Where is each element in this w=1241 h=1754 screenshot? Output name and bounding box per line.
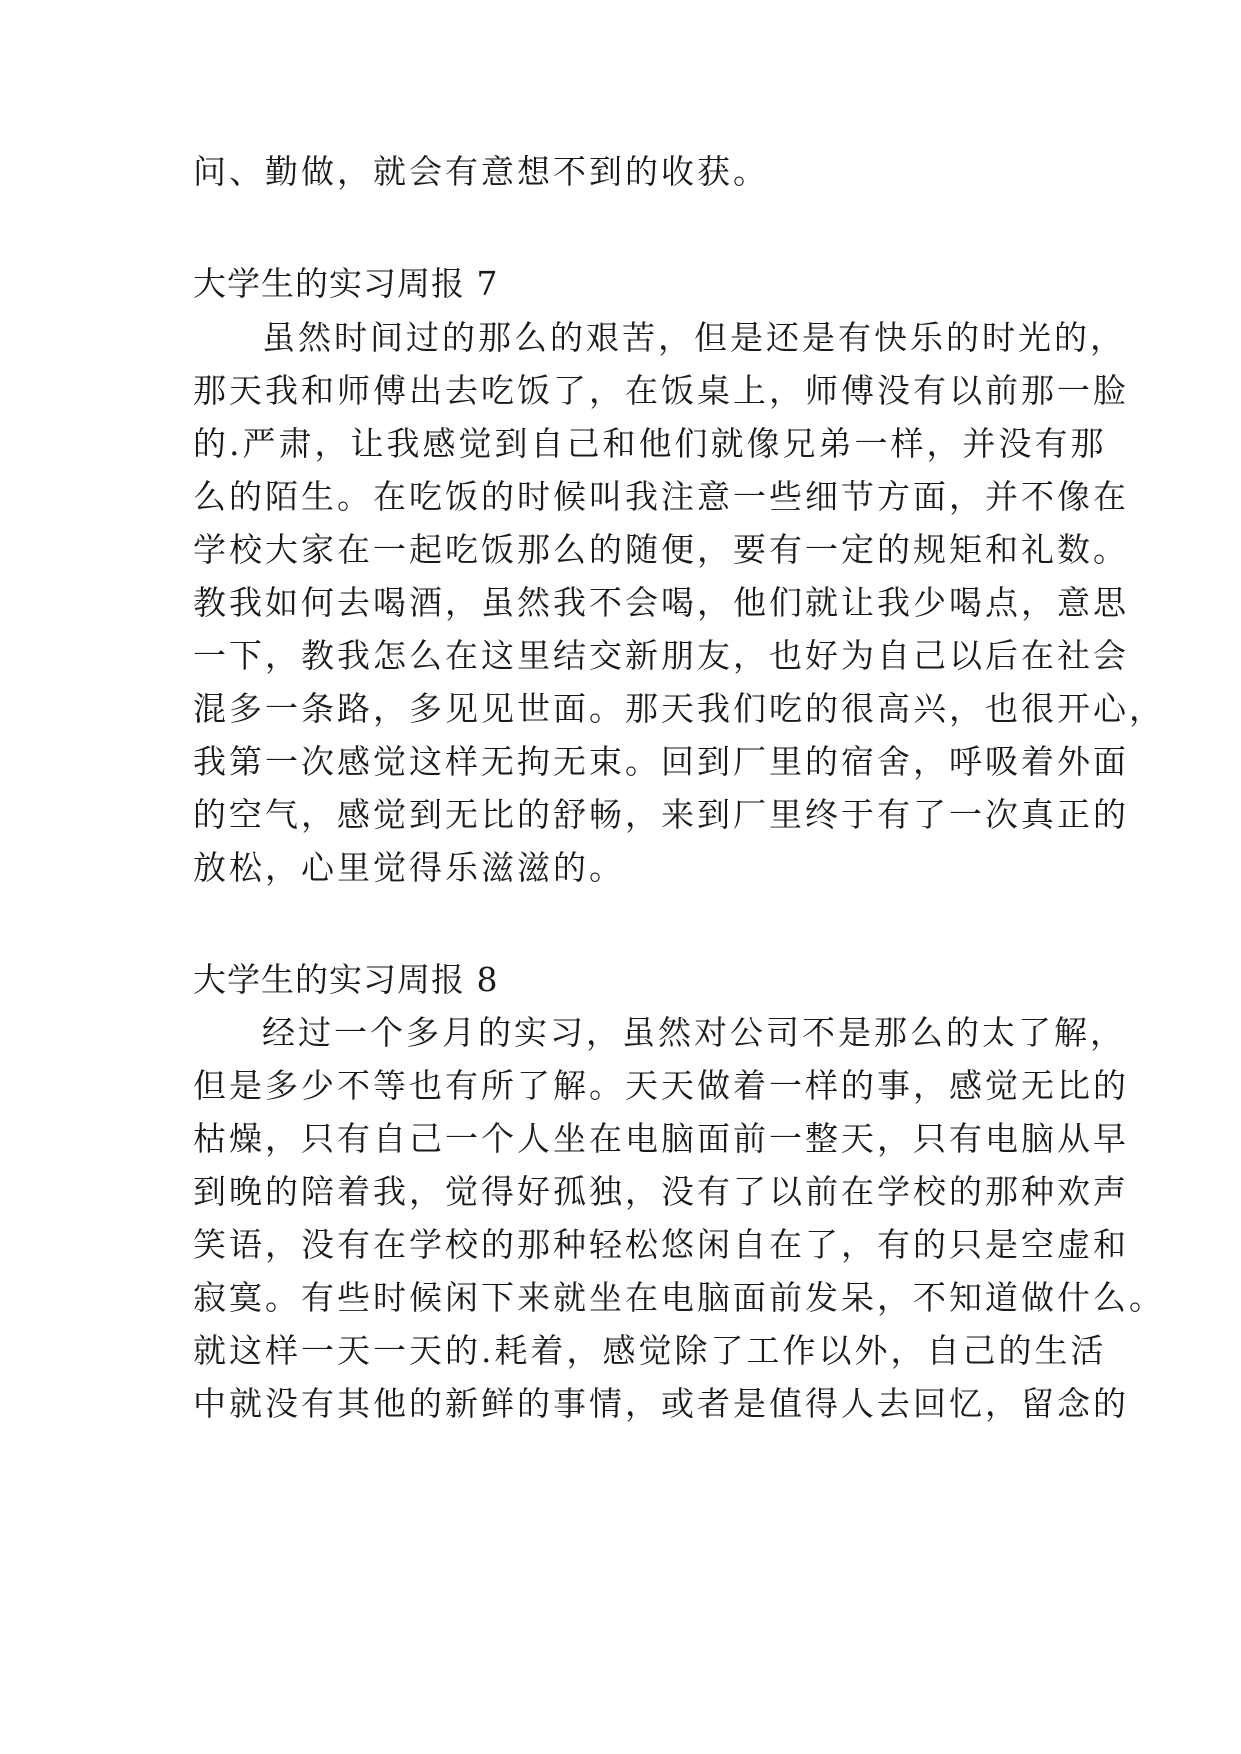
paragraph-line: 枯燥，只有自己一个人坐在电脑面前一整天，只有电脑从早 (193, 1119, 1129, 1158)
paragraph-line: 混多一条路，多见见世面。那天我们吃的很高兴，也很开心， (193, 689, 1165, 728)
paragraph-line: 的空气，感觉到无比的舒畅，来到厂里终于有了一次真正的 (193, 795, 1129, 834)
paragraph-line: 经过一个多月的实习，虽然对公司不是那么的太了解， (262, 1013, 1126, 1052)
section-heading-7: 大学生的实习周报 7 (193, 264, 499, 303)
paragraph-line: 学校大家在一起吃饭那么的随便，要有一定的规矩和礼数。 (193, 530, 1129, 569)
paragraph-line: 放松，心里觉得乐滋滋的。 (193, 848, 625, 887)
paragraph-line: 寂寞。有些时候闲下来就坐在电脑面前发呆，不知道做什么。 (193, 1278, 1165, 1317)
paragraph-line: 么的陌生。在吃饭的时候叫我注意一些细节方面，并不像在 (193, 477, 1129, 516)
paragraph-line: 到晚的陪着我，觉得好孤独，没有了以前在学校的那种欢声 (193, 1172, 1129, 1211)
opening-line: 问、勤做，就会有意想不到的收获。 (193, 152, 769, 191)
paragraph-line: 我第一次感觉这样无拘无束。回到厂里的宿舍，呼吸着外面 (193, 742, 1129, 781)
paragraph-line: 中就没有其他的新鲜的事情，或者是值得人去回忆，留念的 (193, 1384, 1129, 1423)
paragraph-line: 就这样一天一天的.耗着，感觉除了工作以外，自己的生活 (193, 1331, 1107, 1370)
paragraph-line: 一下，教我怎么在这里结交新朋友，也好为自己以后在社会 (193, 636, 1129, 675)
paragraph-line: 但是多少不等也有所了解。天天做着一样的事，感觉无比的 (193, 1066, 1129, 1105)
paragraph-line: 教我如何去喝酒，虽然我不会喝，他们就让我少喝点，意思 (193, 583, 1129, 622)
paragraph-line: 笑语，没有在学校的那种轻松悠闲自在了，有的只是空虚和 (193, 1225, 1129, 1264)
section-heading-8: 大学生的实习周报 8 (193, 960, 499, 999)
paragraph-line: 虽然时间过的那么的艰苦，但是还是有快乐的时光的， (262, 318, 1126, 357)
paragraph-line: 的.严肃，让我感觉到自己和他们就像兄弟一样，并没有那 (193, 424, 1107, 463)
paragraph-line: 那天我和师傅出去吃饭了，在饭桌上，师傅没有以前那一脸 (193, 371, 1129, 410)
